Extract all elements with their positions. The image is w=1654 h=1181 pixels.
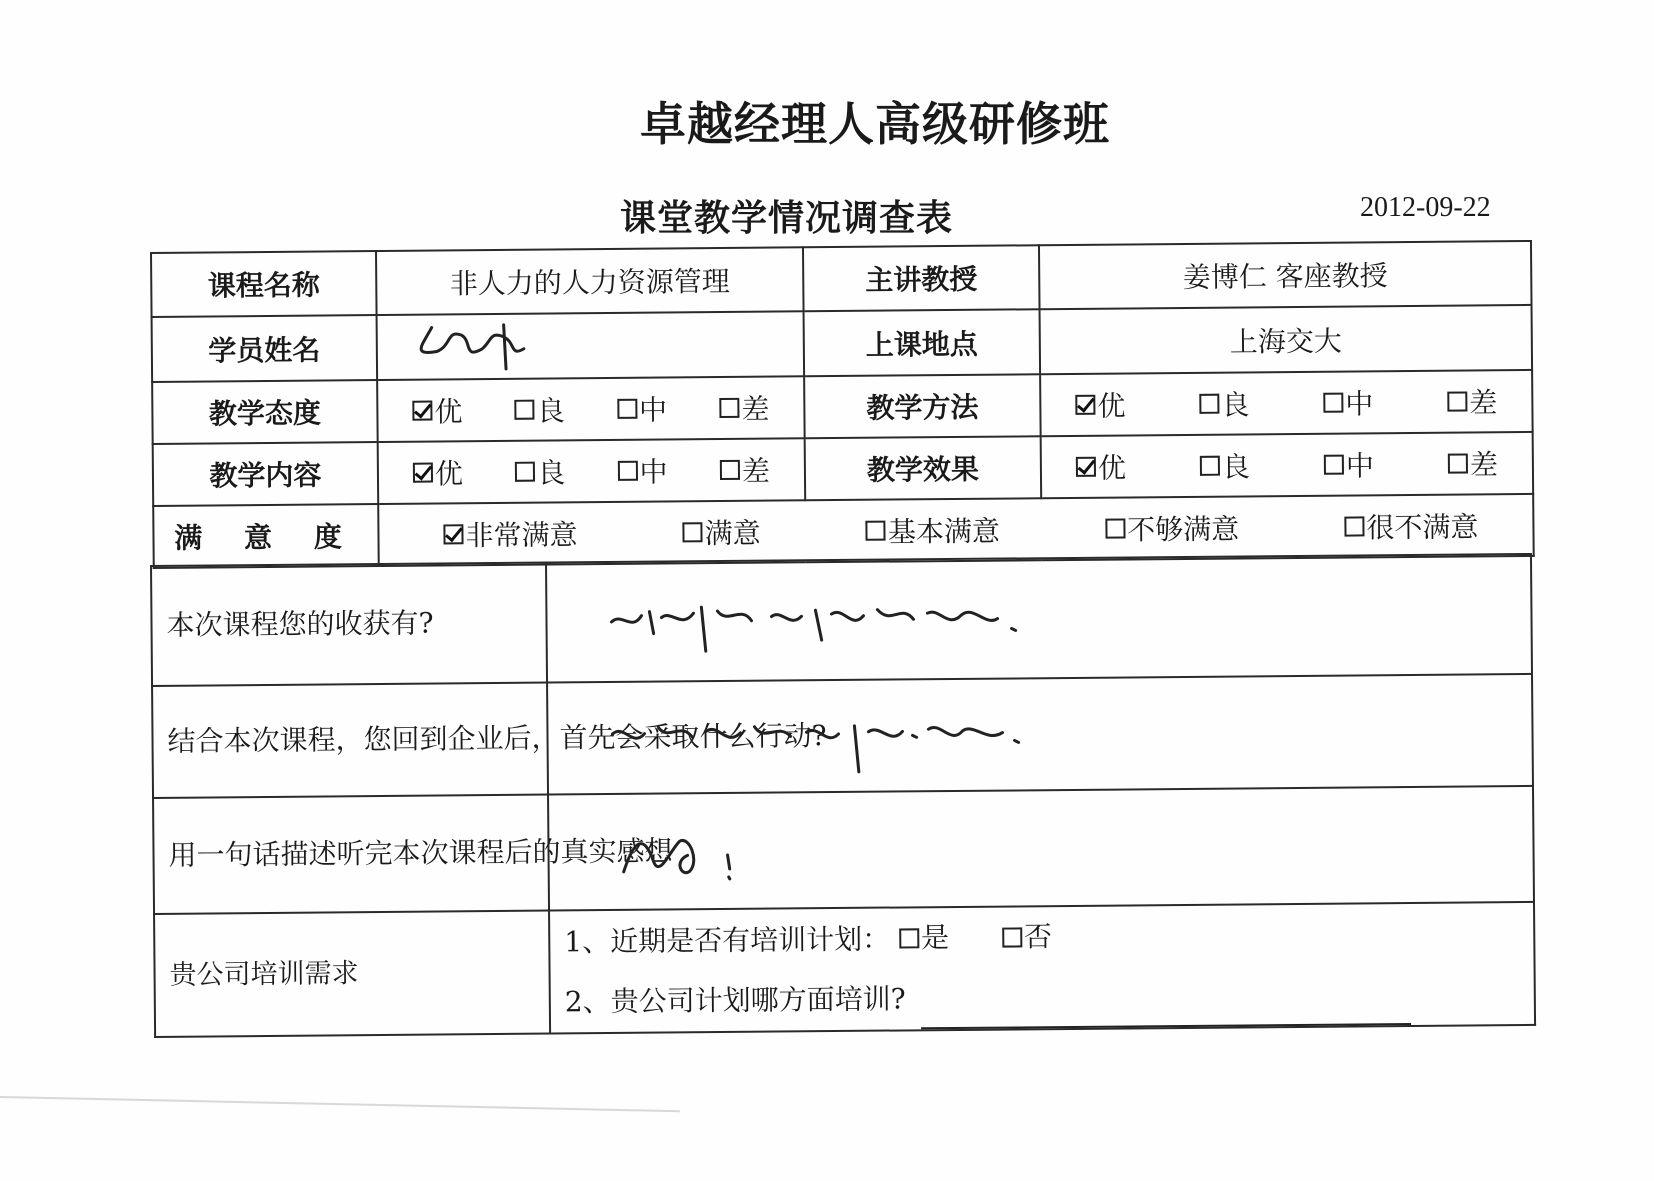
form-date: 2012-09-22 <box>1360 192 1491 223</box>
attitude-option-good[interactable]: 良 <box>515 389 565 429</box>
training-q1-yes[interactable]: 是 <box>899 908 950 968</box>
content-option-good[interactable]: 良 <box>515 451 565 491</box>
checkbox-checked-icon[interactable] <box>413 463 433 483</box>
action-question: 结合本次课程，您回到企业后，首先会采取什么行动? <box>152 683 548 798</box>
training-q1-text: 1、近期是否有培训计划： <box>564 922 891 959</box>
survey-questions-table <box>150 553 1536 1038</box>
handwriting-answer-1 <box>561 578 1062 662</box>
checkbox-icon[interactable] <box>1105 519 1125 539</box>
checkbox-checked-icon[interactable] <box>1076 457 1096 477</box>
row-feeling <box>153 786 1534 914</box>
checkbox-icon[interactable] <box>515 462 535 482</box>
method-option-poor[interactable]: 差 <box>1447 381 1497 421</box>
method-option-fair[interactable]: 中 <box>1323 382 1373 422</box>
effect-options <box>1041 432 1534 498</box>
satisfaction-option-insufficient[interactable]: 不够满意 <box>1105 508 1239 549</box>
effect-label: 教学效果 <box>805 436 1042 500</box>
row-gain <box>151 554 1532 686</box>
student-name-label: 学员姓名 <box>152 315 378 382</box>
training-q2-text: 2、贵公司计划哪方面培训? <box>564 982 906 1019</box>
training-q2-blank-field[interactable] <box>921 997 1411 1029</box>
checkbox-icon[interactable] <box>899 928 919 948</box>
method-option-excellent[interactable]: 优 <box>1075 384 1125 424</box>
checkbox-icon[interactable] <box>1324 455 1344 475</box>
signature-scribble <box>392 315 542 372</box>
method-label: 教学方法 <box>804 374 1041 438</box>
content-label: 教学内容 <box>153 442 379 506</box>
effect-option-good[interactable]: 良 <box>1200 445 1250 485</box>
satisfaction-option-basic[interactable]: 基本满意 <box>866 510 1000 551</box>
effect-option-poor[interactable]: 差 <box>1448 443 1498 483</box>
row-training <box>154 902 1535 1037</box>
checkbox-checked-icon[interactable] <box>1075 395 1095 415</box>
method-option-good[interactable]: 良 <box>1199 383 1249 423</box>
attitude-option-fair[interactable]: 中 <box>617 388 667 428</box>
attitude-option-excellent[interactable]: 优 <box>412 390 462 430</box>
satisfaction-option-very-unsatisfied[interactable]: 很不满意 <box>1344 505 1478 546</box>
effect-option-fair[interactable]: 中 <box>1324 444 1374 484</box>
content-option-poor[interactable]: 差 <box>720 450 770 490</box>
checkbox-icon[interactable] <box>1200 456 1220 476</box>
checkbox-icon[interactable] <box>1448 454 1468 474</box>
effect-option-excellent[interactable]: 优 <box>1076 446 1126 486</box>
checkbox-icon[interactable] <box>720 460 740 480</box>
course-name-value: 非人力的人力资源管理 <box>376 247 804 315</box>
row-course <box>151 241 1532 317</box>
checkbox-icon[interactable] <box>866 521 886 541</box>
checkbox-checked-icon[interactable] <box>412 401 432 421</box>
checkbox-icon[interactable] <box>1323 393 1343 413</box>
form-subtitle: 课堂教学情况调查表 <box>620 198 954 239</box>
training-needs <box>549 902 1535 1034</box>
content-options <box>378 438 806 504</box>
row-action <box>152 674 1533 798</box>
torn-edge <box>0 1096 680 1152</box>
student-name-signature <box>377 311 805 380</box>
content-option-fair[interactable]: 中 <box>617 450 667 490</box>
course-name-label: 课程名称 <box>151 251 377 317</box>
checkbox-icon[interactable] <box>683 522 703 542</box>
checkbox-icon[interactable] <box>617 461 637 481</box>
survey-table <box>150 240 1535 569</box>
professor-label: 主讲教授 <box>803 245 1040 311</box>
attitude-option-poor[interactable]: 差 <box>719 388 769 428</box>
training-q1-no[interactable]: 否 <box>1002 907 1053 967</box>
location-label: 上课地点 <box>804 309 1041 376</box>
checkbox-icon[interactable] <box>719 398 739 418</box>
attitude-label: 教学态度 <box>152 380 378 444</box>
training-label: 贵公司培训需求 <box>154 911 550 1037</box>
checkbox-icon[interactable] <box>617 399 637 419</box>
satisfaction-label: 满 意 度 <box>153 504 379 568</box>
feeling-answer[interactable] <box>548 786 1534 911</box>
training-q1-line <box>564 903 1519 972</box>
attitude-options <box>377 376 805 442</box>
checkbox-icon[interactable] <box>1199 394 1219 414</box>
page-title: 卓越经理人高级研修班 <box>640 97 1110 151</box>
checkbox-icon[interactable] <box>1344 516 1364 536</box>
content-option-excellent[interactable]: 优 <box>413 452 463 492</box>
professor-value: 姜博仁 客座教授 <box>1039 241 1532 309</box>
row-student <box>152 305 1533 382</box>
location-value: 上海交大 <box>1040 305 1533 374</box>
gain-answer[interactable] <box>546 554 1532 683</box>
checkbox-icon[interactable] <box>515 400 535 420</box>
feeling-question: 用一句话描述听完本次课程后的真实感想 <box>153 795 549 914</box>
satisfaction-option-satisfied[interactable]: 满意 <box>683 512 761 553</box>
gain-question: 本次课程您的收获有? <box>151 563 547 686</box>
training-q2-line <box>565 964 1520 1032</box>
checkbox-checked-icon[interactable] <box>443 524 463 544</box>
checkbox-icon[interactable] <box>1002 927 1022 947</box>
method-options <box>1040 370 1533 436</box>
checkbox-icon[interactable] <box>1447 392 1467 412</box>
satisfaction-option-very-satisfied[interactable]: 非常满意 <box>443 513 577 554</box>
